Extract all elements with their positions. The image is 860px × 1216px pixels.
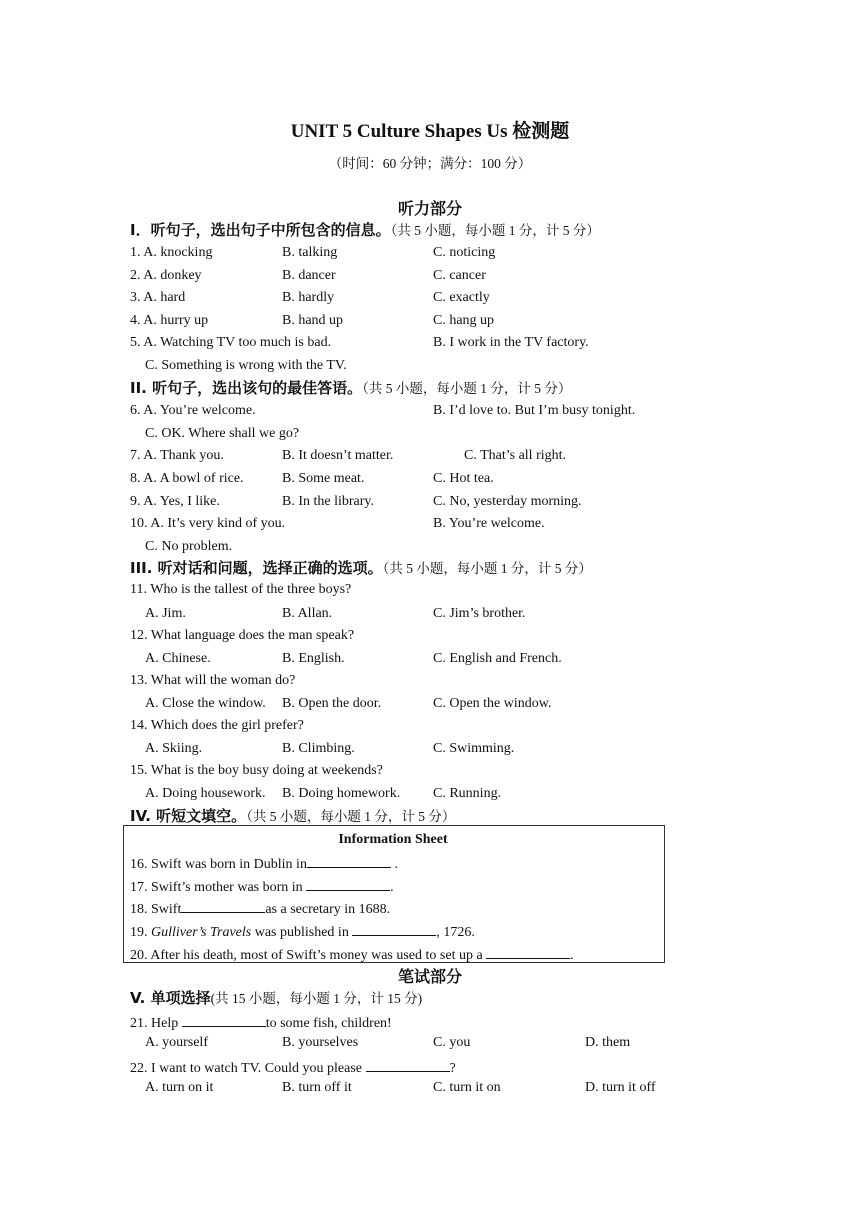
- question-14-b: B. Climbing.: [282, 741, 355, 756]
- question-21-a: A. yourself: [145, 1035, 208, 1050]
- fill-20-text: 20. After his death, most of Swift’s money was used to set up a: [130, 948, 487, 963]
- question-10-b: B. You’re welcome.: [433, 516, 545, 531]
- question-12-stem: 12. What language does the man speak?: [130, 628, 355, 643]
- question-9-c: C. No, yesterday morning.: [433, 494, 582, 509]
- fill-16-end: .: [390, 857, 398, 872]
- section-2-note: （共 5 小题，每小题 1 分，计 5 分）: [362, 381, 572, 396]
- question-5-c: C. Something is wrong with the TV.: [145, 358, 347, 373]
- question-22-end: ?: [449, 1061, 456, 1076]
- question-2-a: 2. A. donkey: [130, 268, 202, 283]
- question-11-stem: 11. Who is the tallest of the three boys?: [130, 582, 352, 597]
- question-3-c: C. exactly: [433, 290, 490, 305]
- fill-18-blank: [181, 899, 265, 913]
- question-22-stem: [130, 1058, 456, 1077]
- question-10-a: 10. A. It’s very kind of you.: [130, 516, 286, 531]
- question-13-b: B. Open the door.: [282, 696, 382, 711]
- question-13-a: A. Close the window.: [145, 696, 266, 711]
- question-15-stem: 15. What is the boy busy doing at weekends?: [130, 763, 383, 778]
- question-22-blank: [366, 1058, 450, 1072]
- question-15-b: B. Doing homework.: [282, 786, 401, 801]
- question-15-a: A. Doing housework.: [145, 786, 266, 801]
- question-9-b: B. In the library.: [282, 494, 375, 509]
- fill-17-end: .: [390, 880, 394, 895]
- question-11-b: B. Allan.: [282, 606, 333, 621]
- fill-19-number: 19.: [130, 925, 151, 940]
- question-1-c: C. noticing: [433, 245, 496, 260]
- information-sheet-title: Information Sheet: [338, 832, 448, 847]
- question-21-c: C. you: [433, 1035, 471, 1050]
- question-8-c: C. Hot tea.: [433, 471, 494, 486]
- question-8-b: B. Some meat.: [282, 471, 365, 486]
- section-5-heading: [130, 987, 422, 1008]
- question-13-c: C. Open the window.: [433, 696, 552, 711]
- fill-line-19: [130, 922, 475, 941]
- question-1-b: B. talking: [282, 245, 338, 260]
- question-5-a: 5. A. Watching TV too much is bad.: [130, 335, 332, 350]
- section-1-heading: [130, 219, 600, 240]
- section-5-title: V. 单项选择: [130, 989, 211, 1007]
- question-1-a: 1. A. knocking: [130, 245, 213, 260]
- section-2-title: II. 听句子，选出该句的最佳答语。: [130, 379, 363, 397]
- question-7-c: C. That’s all right.: [464, 448, 567, 463]
- question-14-stem: 14. Which does the girl prefer?: [130, 718, 304, 733]
- question-7-a: 7. A. Thank you.: [130, 448, 224, 463]
- question-14-c: C. Swimming.: [433, 741, 515, 756]
- fill-line-17: [130, 877, 394, 896]
- question-6-b: B. I’d love to. But I’m busy tonight.: [433, 403, 636, 418]
- fill-17-blank: [306, 877, 390, 891]
- section-1-title: I．听句子，选出句子中所包含的信息。: [130, 221, 391, 239]
- section-4-heading: [130, 805, 455, 826]
- exam-time-note: （时间：60 分钟；满分：100 分）: [328, 156, 532, 171]
- page-title: UNIT 5 Culture Shapes Us 检测题: [290, 121, 570, 142]
- question-12-c: C. English and French.: [433, 651, 562, 666]
- question-21-blank: [182, 1013, 266, 1027]
- fill-18-end: as a secretary in 1688.: [265, 902, 391, 917]
- question-22-b: B. turn off it: [282, 1080, 352, 1095]
- question-7-b: B. It doesn’t matter.: [282, 448, 394, 463]
- question-2-b: B. dancer: [282, 268, 336, 283]
- section-4-title: IV. 听短文填空。: [130, 807, 247, 825]
- question-9-a: 9. A. Yes, I like.: [130, 494, 220, 509]
- fill-20-end: .: [570, 948, 574, 963]
- fill-line-20: [130, 945, 574, 964]
- question-13-stem: 13. What will the woman do?: [130, 673, 296, 688]
- question-21-d: D. them: [585, 1035, 631, 1050]
- fill-16-blank: [307, 854, 391, 868]
- fill-20-blank: [486, 945, 570, 959]
- question-12-b: B. English.: [282, 651, 345, 666]
- question-22-c: C. turn it on: [433, 1080, 501, 1095]
- question-21-stem: [130, 1013, 392, 1032]
- question-6-c: C. OK. Where shall we go?: [145, 426, 300, 441]
- section-5-note: (共 15 小题，每小题 1 分，计 15 分): [210, 991, 423, 1006]
- question-12-a: A. Chinese.: [145, 651, 211, 666]
- question-14-a: A. Skiing.: [145, 741, 203, 756]
- fill-16-text: 16. Swift was born in Dublin in: [130, 857, 307, 872]
- section-4-note: （共 5 小题，每小题 1 分，计 5 分）: [246, 809, 456, 824]
- fill-19-text: was published in: [251, 925, 353, 940]
- question-2-c: C. cancer: [433, 268, 486, 283]
- section-1-note: （共 5 小题，每小题 1 分，计 5 分）: [390, 223, 600, 238]
- fill-17-text: 17. Swift’s mother was born in: [130, 880, 307, 895]
- question-5-b: B. I work in the TV factory.: [433, 335, 589, 350]
- question-21-b: B. yourselves: [282, 1035, 359, 1050]
- question-11-a: A. Jim.: [145, 606, 186, 621]
- question-8-a: 8. A. A bowl of rice.: [130, 471, 244, 486]
- fill-19-book-title: Gulliver’s Travels: [151, 925, 252, 940]
- fill-19-end: , 1726.: [436, 925, 475, 940]
- question-3-b: B. hardly: [282, 290, 335, 305]
- section-3-title: III. 听对话和问题，选择正确的选项。: [130, 559, 383, 577]
- fill-19-blank: [352, 922, 436, 936]
- section-2-heading: [130, 377, 571, 398]
- section-3-note: （共 5 小题，每小题 1 分，计 5 分）: [382, 561, 592, 576]
- written-part-title: 笔试部分: [397, 967, 462, 986]
- fill-line-16: [130, 854, 398, 873]
- question-22-a: A. turn on it: [145, 1080, 214, 1095]
- fill-18-text: 18. Swift: [130, 902, 182, 917]
- question-11-c: C. Jim’s brother.: [433, 606, 526, 621]
- section-3-heading: [130, 557, 592, 578]
- question-15-c: C. Running.: [433, 786, 502, 801]
- question-4-b: B. hand up: [282, 313, 344, 328]
- fill-line-18: [130, 899, 390, 918]
- question-4-c: C. hang up: [433, 313, 495, 328]
- listening-part-title: 听力部分: [397, 199, 462, 218]
- question-21-text: 21. Help: [130, 1016, 182, 1031]
- question-22-text: 22. I want to watch TV. Could you please: [130, 1061, 366, 1076]
- question-3-a: 3. A. hard: [130, 290, 186, 305]
- question-6-a: 6. A. You’re welcome.: [130, 403, 256, 418]
- question-21-end: to some fish, children!: [265, 1016, 392, 1031]
- question-22-d: D. turn it off: [585, 1080, 656, 1095]
- question-4-a: 4. A. hurry up: [130, 313, 209, 328]
- question-10-c: C. No problem.: [145, 539, 233, 554]
